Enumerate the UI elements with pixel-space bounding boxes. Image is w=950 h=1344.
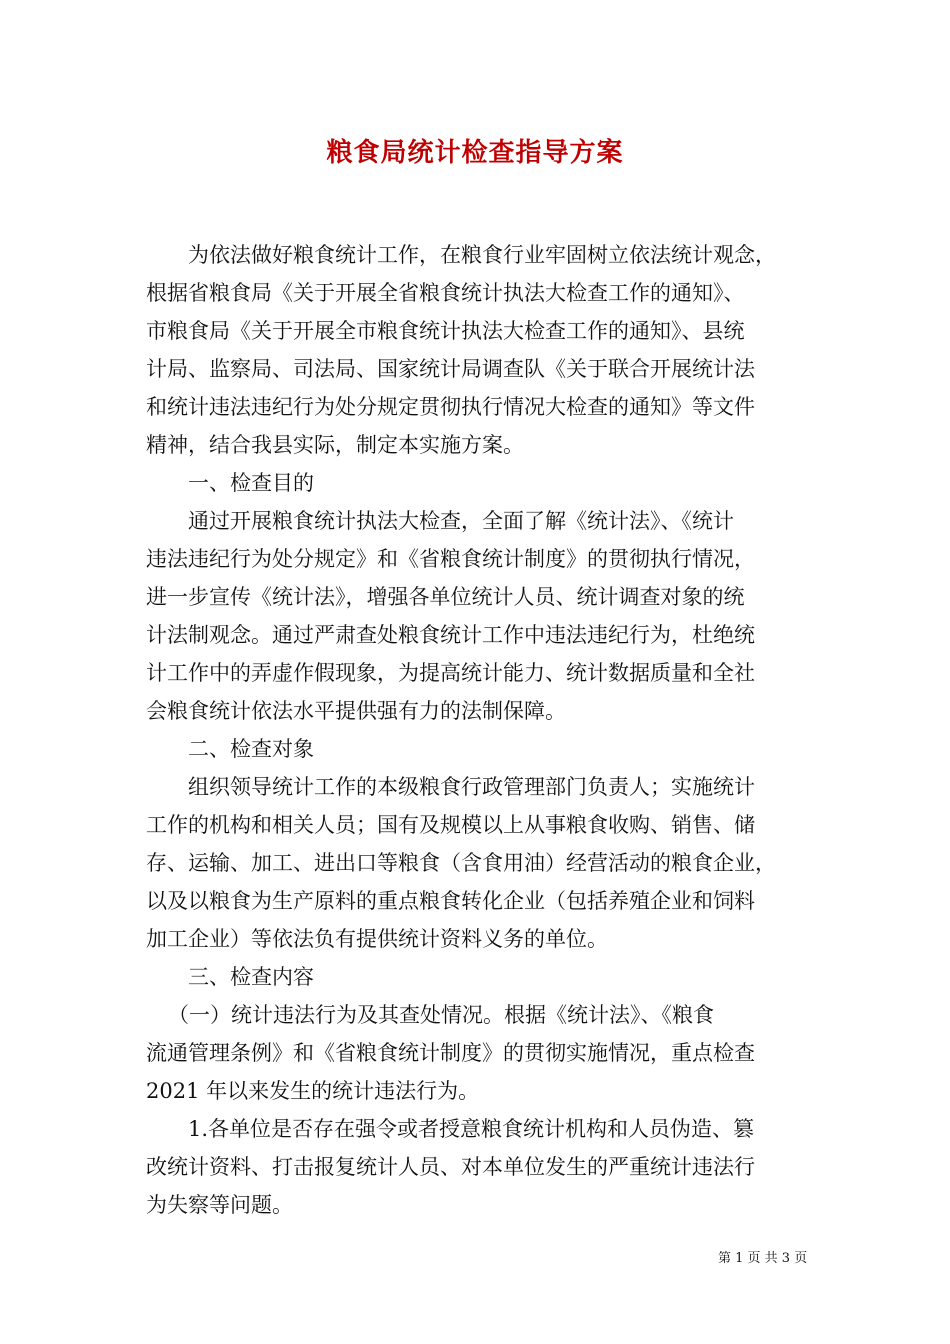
body-line: 1.各单位是否存在强令或者授意粮食统计机构和人员伪造、篡 <box>188 1117 755 1141</box>
document-title: 粮食局统计检查指导方案 <box>326 138 624 168</box>
section-heading: 二、检查对象 <box>188 737 314 761</box>
body-line: 和统计违法违纪行为处分规定贯彻执行情况大检查的通知》等文件 <box>146 395 755 419</box>
body-line: 会粮食统计依法水平提供强有力的法制保障。 <box>146 699 566 723</box>
body-line: 流通管理条例》和《省粮食统计制度》的贯彻实施情况，重点检查 <box>146 1041 755 1065</box>
body-line: 计局、监察局、司法局、国家统计局调查队《关于联合开展统计法 <box>146 357 755 381</box>
body-line: 计工作中的弄虚作假现象，为提高统计能力、统计数据质量和全社 <box>146 661 755 685</box>
body-line: 以及以粮食为生产原料的重点粮食转化企业（包括养殖企业和饲料 <box>146 889 755 913</box>
body-line: 市粮食局《关于开展全市粮食统计执法大检查工作的通知》、县统 <box>146 319 745 343</box>
body-line: 根据省粮食局《关于开展全省粮食统计执法大检查工作的通知》、 <box>146 281 745 305</box>
body-line: 2021 年以来发生的统计违法行为。 <box>146 1079 480 1103</box>
body-line: 存、运输、加工、进出口等粮食（含食用油）经营活动的粮食企业， <box>146 851 776 875</box>
body-line: 精神，结合我县实际，制定本实施方案。 <box>146 433 524 457</box>
body-line: 违法违纪行为处分规定》和《省粮食统计制度》的贯彻执行情况， <box>146 547 755 571</box>
body-line: 改统计资料、打击报复统计人员、对本单位发生的严重统计违法行 <box>146 1155 755 1179</box>
page-number-footer: 第 1 页 共 3 页 <box>718 1251 808 1266</box>
section-heading: 一、检查目的 <box>188 471 314 495</box>
body-line: 为依法做好粮食统计工作，在粮食行业牢固树立依法统计观念， <box>188 243 776 267</box>
body-line: 为失察等问题。 <box>146 1193 293 1217</box>
body-line: 工作的机构和相关人员；国有及规模以上从事粮食收购、销售、储 <box>146 813 755 837</box>
body-line: 计法制观念。通过严肃查处粮食统计工作中违法违纪行为，杜绝统 <box>146 623 755 647</box>
body-line: 通过开展粮食统计执法大检查，全面了解《统计法》、《统计 <box>188 509 734 533</box>
section-heading: 三、检查内容 <box>188 965 314 989</box>
body-line: 组织领导统计工作的本级粮食行政管理部门负责人；实施统计 <box>188 775 755 799</box>
body-line: 进一步宣传《统计法》，增强各单位统计人员、统计调查对象的统 <box>146 585 745 609</box>
body-line: 加工企业）等依法负有提供统计资料义务的单位。 <box>146 927 608 951</box>
body-line: （一）统计违法行为及其查处情况。根据《统计法》、《粮食 <box>168 1003 714 1027</box>
